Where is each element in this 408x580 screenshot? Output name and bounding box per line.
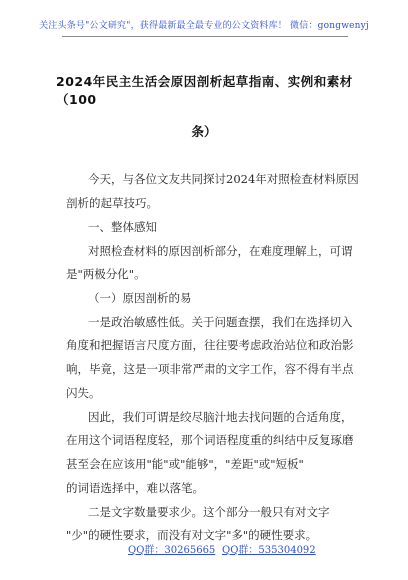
paragraph-line: 甚至会在应该用"能"或"能够"，"差距"或"短板" bbox=[66, 457, 304, 471]
header-banner: 关注头条号"公文研究"，获得最新最全最专业的公文资料库！ 微信：gongwenyj bbox=[39, 21, 369, 31]
document-title-continuation: 条） bbox=[191, 124, 217, 139]
paragraph-line: 今天，与各位文友共同探讨2024年对照检查材料原因 bbox=[88, 172, 359, 186]
paragraph-line: 角度和把握语言尺度方面，往往要考虑政治站位和政治影 bbox=[66, 338, 354, 352]
paragraph-line: 闪失。 bbox=[66, 386, 101, 400]
paragraph-line: 在用这个词语程度轻，那个词语程度重的纠结中反复琢磨 bbox=[66, 433, 354, 447]
footer-qq-group-link[interactable]: QQ群：30265665 bbox=[128, 545, 216, 556]
paragraph-line: "少"的硬性要求，而没有对文字"多"的硬性要求。 bbox=[66, 528, 318, 542]
paragraph-line: 是"两极分化"。 bbox=[66, 267, 146, 281]
paragraph-line: 一是政治敏感性低。关于问题查摆，我们在选择切入 bbox=[88, 315, 353, 329]
header-divider bbox=[62, 36, 348, 37]
paragraph-line: 剖析的起草技巧。 bbox=[66, 196, 158, 210]
paragraph-line: 的词语选择中，难以落笔。 bbox=[66, 481, 204, 495]
document-title: 2024年民主生活会原因剖析起草指南、实例和素材（100 bbox=[56, 74, 353, 107]
subsection-heading: （一）原因剖析的易 bbox=[88, 291, 192, 305]
section-heading: 一、整体感知 bbox=[88, 220, 157, 234]
paragraph-line: 响，毕竟，这是一项非常严肃的文字工作，容不得有半点 bbox=[66, 362, 354, 376]
paragraph-line: 对照检查材料的原因剖析部分，在难度理解上，可谓 bbox=[88, 244, 353, 258]
paragraph-line: 因此，我们可谓是绞尽脑汁地去找问题的合适角度， bbox=[88, 410, 353, 424]
footer-qq-group-link[interactable]: QQ群：535304092 bbox=[222, 545, 316, 556]
paragraph-line: 二是文字数量要求少。这个部分一般只有对文字 bbox=[88, 505, 330, 519]
